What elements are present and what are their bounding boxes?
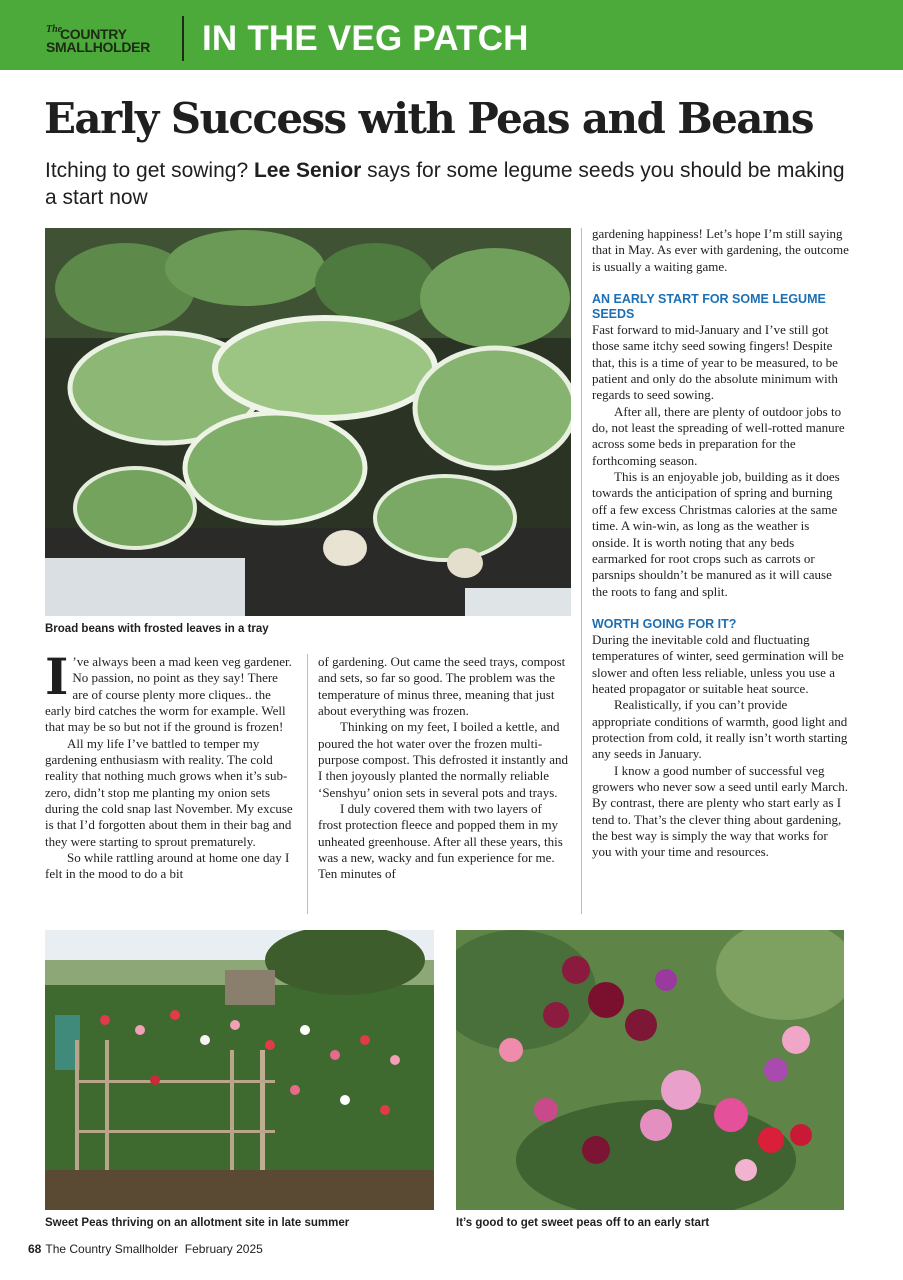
page-footer (28, 1242, 263, 1256)
paragraph: gardening happiness! Let’s hope I’m still saying that in May. As ever with gardening, the outcome is usually a waiting game. (592, 226, 849, 274)
standfirst-intro: Itching to get sowing? (45, 159, 254, 182)
banner-divider (182, 16, 184, 61)
broad-beans-photo (45, 228, 571, 616)
logo-line-1: COUNTRY (60, 26, 127, 42)
paragraph: After all, there are plenty of outdoor jobs to do, not least the spreading of well-rotted manure across some beds in preparation for the forthcoming season. (592, 403, 845, 468)
body-column-3 (592, 226, 849, 861)
body-column-1 (45, 647, 294, 883)
body-column-2 (318, 654, 568, 883)
sweet-pea-flowers-photo (456, 930, 844, 1210)
subhead-early-start: AN EARLY START FOR SOME LEGUME SEEDS (592, 292, 826, 322)
paragraph: All my life I’ve battled to temper my gardening enthusiasm with reality. The cold reality that nothing much grows when it’s sub-zero, didn’t stop me planting my onion sets during the cold snap last November. My excuse is that I’d forgotten about them in their bag and they were starting to sprout prematurely. (45, 735, 293, 849)
issue-date: February 2025 (184, 1242, 263, 1256)
section-banner (0, 0, 903, 70)
paragraph: I ’ve always been a mad keen veg gardener. No passion, no point as they say! There are of course plenty more cliques.. the early bird catches the worm for example. Well that may be so but not if the ground is frozen! (45, 647, 292, 735)
subhead-worth-going: WORTH GOING FOR IT? (592, 616, 737, 631)
standfirst-rest: says for some legume seeds you should be making a start now (45, 159, 845, 209)
logo-the: The (46, 24, 63, 35)
column-rule (307, 654, 308, 914)
right-photo-caption: It’s good to get sweet peas off to an early start (456, 1217, 710, 1229)
paragraph: So while rattling around at home one day I felt in the mood to do a bit (45, 850, 290, 882)
paragraph: This is an enjoyable job, building as it does towards the anticipation of spring and burning off a few excess Christmas calories at the same time. A win-win, as long as the weather is onside. It is worth noting that any beds earmarked for root crops such as carrots or parsnips shouldn’t be manured as it will cause the roots to fang and split. (592, 469, 840, 599)
magazine-name: The Country Smallholder (45, 1242, 179, 1256)
magazine-logo (46, 25, 168, 57)
section-title: IN THE VEG PATCH (202, 19, 529, 58)
paragraph: Thinking on my feet, I boiled a kettle, and poured the hot water over the frozen multi-purpose compost. This defrosted it instantly and I then joyously planted the normally reliable ‘Senshyu’ onion sets in several pots and trays. (318, 719, 568, 800)
top-photo-caption: Broad beans with frosted leaves in a tray (45, 623, 269, 635)
allotment-sweet-peas-photo (45, 930, 434, 1210)
paragraph: I duly covered them with two layers of frost protection fleece and popped them in my unheated greenhouse. After all these years, this was a new, wacky and fun experience for me. Ten minutes of (318, 801, 563, 882)
paragraph: Realistically, if you can’t provide appropriate conditions of warmth, good light and protection from cold, it really isn’t worth starting any seeds in January. (592, 697, 848, 762)
paragraph: of gardening. Out came the seed trays, compost and sets, so far so good. The problem was the temperature of minus three, meaning that just about everything was frozen. (318, 654, 566, 719)
page-number: 68 (28, 1242, 42, 1256)
drop-cap: I (45, 647, 69, 706)
article-standfirst (45, 157, 845, 211)
paragraph: I know a good number of successful veg growers who never sow a seed until early March. By contrast, there are plenty who start early as I tend to. That’s the clever thing about gardening, the best way is simply the way that works for you with your time and resources. (592, 762, 848, 860)
article-headline: Early Success with Peas and Beans (44, 94, 813, 143)
left-photo-caption: Sweet Peas thriving on an allotment site in late summer (45, 1217, 350, 1229)
column-rule (581, 228, 582, 914)
paragraph: Fast forward to mid-January and I’ve still got those same itchy seed sowing fingers! Despite that, this is a time of year to be measured, to be patient and only do the absolute minimum with regards to seed sowing. (592, 322, 838, 403)
logo-line-2: SMALLHOLDER (46, 39, 151, 55)
author-name: Lee Senior (253, 159, 362, 182)
paragraph: During the inevitable cold and fluctuating temperatures of winter, seed germination will be slower and often less reliable, unless you use a heated propagator or suitable heat source. (592, 631, 844, 696)
